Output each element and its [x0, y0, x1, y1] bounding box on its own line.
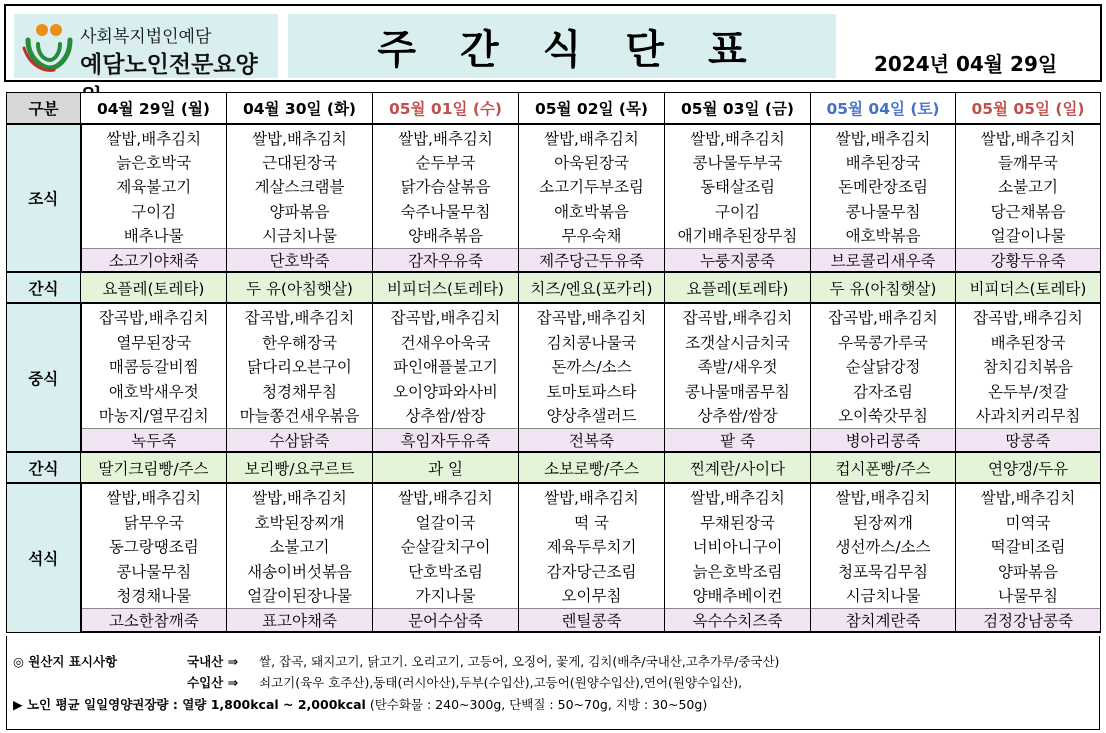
dish-item: 쌀밥,배추김치	[398, 489, 493, 508]
dish-item: 쌀밥,배추김치	[980, 489, 1076, 508]
dish-item: 쌀밥,배추김치	[835, 489, 931, 508]
afternoon-snack-label: 간식	[7, 452, 81, 483]
dish-item: 오이양파와사비	[393, 382, 498, 401]
footer-notes	[6, 636, 1100, 730]
dish-item: 애호박볶음	[554, 202, 629, 221]
snack-cell: 컵시폰빵/주스	[811, 452, 956, 483]
dish-item: 게살스크램블	[254, 178, 345, 197]
dish-item: 소불고기	[269, 538, 330, 557]
dish-item: 닭다리오븐구이	[247, 358, 352, 377]
dish-item: 닭무우국	[123, 513, 184, 532]
porridge-cell: 감자우유죽	[373, 249, 519, 273]
dish-item: 제육불고기	[116, 178, 192, 197]
dinner-cell	[227, 483, 373, 608]
org-name: 사회복지법인예담	[80, 27, 212, 47]
porridge-cell: 녹두죽	[81, 429, 227, 453]
dish-item: 무우숙채	[561, 227, 622, 246]
dish-item: 조갯살시금치국	[685, 333, 790, 352]
dish-item: 한우해장국	[262, 333, 337, 352]
dish-item: 잡곡밥,배추김치	[244, 309, 355, 328]
lunch-cell	[665, 303, 811, 428]
lunch-porridge-row	[7, 429, 1101, 453]
page-title: 주간식단표	[377, 26, 791, 73]
lunch-cell	[811, 303, 956, 428]
breakfast-label: 조식	[7, 124, 81, 273]
dish-item: 상추쌈/쌈장	[697, 407, 778, 426]
dish-item: 새송이버섯볶음	[247, 562, 352, 581]
dish-item: 돈메란장조림	[838, 178, 928, 197]
logo-icon	[20, 18, 76, 74]
facility-name: 예담노인전문요양	[80, 52, 258, 78]
dish-item: 매콤등갈비찜	[108, 358, 199, 377]
lunch-cell	[81, 303, 227, 428]
dinner-cell	[665, 483, 811, 608]
breakfast-porridge-row	[7, 249, 1101, 273]
dish-item: 잡곡밥,배추김치	[98, 309, 209, 328]
dish-item: 양배추볶음	[408, 227, 483, 246]
dish-item: 구이김	[715, 202, 760, 221]
snack-cell: 요플레(토레타)	[665, 272, 811, 303]
dish-item: 늙은호박국	[116, 153, 192, 172]
dish-item: 시금치나물	[262, 227, 337, 246]
snack-cell: 딸기크림빵/주스	[81, 452, 227, 483]
dish-item: 순두부국	[415, 153, 476, 172]
title-box	[288, 14, 836, 78]
porridge-cell: 수삼닭죽	[227, 429, 373, 453]
dish-item: 호박된장찌개	[254, 513, 345, 532]
dish-item: 쌀밥,배추김치	[252, 489, 347, 508]
dish-item: 열무된장국	[116, 333, 192, 352]
dish-item: 제육두루치기	[546, 538, 637, 557]
snack-cell: 두 유(아침햇살)	[227, 272, 373, 303]
dish-item: 순살닭강정	[845, 358, 921, 377]
dish-item: 양배추베이컨	[692, 586, 783, 605]
morning-snack-label: 간식	[7, 272, 81, 303]
lunch-label: 중식	[7, 303, 81, 452]
dinner-row	[7, 483, 1101, 608]
dinner-cell	[956, 483, 1101, 608]
lunch-cell	[373, 303, 519, 428]
dish-item: 양파볶음	[998, 562, 1058, 581]
dish-item: 김치콩나물국	[546, 333, 637, 352]
porridge-cell: 단호박죽	[227, 249, 373, 273]
day-header: 05월 01일 (수)	[373, 93, 519, 124]
dish-item: 사과치커리무침	[975, 407, 1081, 426]
dish-item: 애호박새우젓	[108, 382, 199, 401]
dish-item: 당근채볶음	[990, 202, 1066, 221]
dish-item: 쌀밥,배추김치	[690, 129, 785, 148]
dish-item: 쌀밥,배추김치	[106, 129, 202, 148]
dish-item: 숙주나물무침	[400, 202, 491, 221]
porridge-cell: 땅콩죽	[956, 429, 1101, 453]
snack-cell: 소보로빵/주스	[519, 452, 665, 483]
dish-item: 잡곡밥,배추김치	[536, 309, 647, 328]
porridge-cell: 강황두유죽	[956, 249, 1101, 273]
dish-item: 잡곡밥,배추김치	[828, 309, 938, 328]
dish-item: 미역국	[1005, 513, 1051, 532]
dish-item: 배추나물	[123, 227, 184, 246]
porridge-cell: 옥수수치즈죽	[665, 609, 811, 633]
dish-item: 애기배추된장무침	[677, 227, 798, 246]
nutrition-rest: (탄수화물 : 240~300g, 단백질 : 50~70g, 지방 : 30~50g)	[369, 697, 708, 712]
dish-item: 구이김	[131, 202, 177, 221]
dish-item: 파인애플불고기	[393, 358, 498, 377]
porridge-cell: 누룽지콩죽	[665, 249, 811, 273]
weekly-menu-table	[6, 92, 1101, 633]
porridge-cell: 팥 죽	[665, 429, 811, 453]
dinner-porridge-row	[7, 609, 1101, 633]
import-label: 수입산 ⇒	[187, 675, 239, 690]
dish-item: 마늘쫑건새우볶음	[239, 407, 360, 426]
dish-item: 감자당근조림	[546, 562, 637, 581]
dish-item: 무채된장국	[700, 513, 775, 532]
dish-item: 근대된장국	[262, 153, 337, 172]
dish-item: 온두부/젓갈	[987, 382, 1069, 401]
dish-item: 떡 국	[574, 513, 609, 532]
porridge-cell: 소고기야채죽	[81, 249, 227, 273]
dish-item: 건새우아욱국	[400, 333, 491, 352]
dish-item: 콩나물두부국	[692, 153, 783, 172]
dish-item: 들깨무국	[998, 153, 1058, 172]
header	[4, 4, 1102, 82]
dish-item: 쌀밥,배추김치	[252, 129, 347, 148]
day-header: 05월 04일 (토)	[811, 93, 956, 124]
dish-item: 쌀밥,배추김치	[544, 129, 639, 148]
snack-cell: 보리빵/요쿠르트	[227, 452, 373, 483]
breakfast-cell	[519, 124, 665, 249]
dish-item: 동태살조림	[700, 178, 775, 197]
dish-item: 족발/새우젓	[697, 358, 778, 377]
dish-item: 오이쑥갓무침	[838, 407, 928, 426]
dish-item: 애호박볶음	[845, 227, 921, 246]
day-header: 05월 03일 (금)	[665, 93, 811, 124]
dish-item: 소고기두부조림	[539, 178, 644, 197]
dish-item: 소불고기	[998, 178, 1058, 197]
dish-item: 가지나물	[415, 586, 476, 605]
dish-item: 콩나물매콤무침	[685, 382, 790, 401]
dish-item: 얼갈이나물	[990, 227, 1066, 246]
porridge-cell: 검정강남콩죽	[956, 609, 1101, 633]
porridge-cell: 제주당근두유죽	[519, 249, 665, 273]
day-header: 05월 05일 (일)	[956, 93, 1101, 124]
dish-item: 순살갈치구이	[400, 538, 491, 557]
dish-item: 닭가슴살볶음	[400, 178, 491, 197]
dish-item: 감자조림	[853, 382, 913, 401]
breakfast-cell	[665, 124, 811, 249]
breakfast-row	[7, 124, 1101, 249]
dish-item: 참치김치볶음	[983, 358, 1073, 377]
menu-date: 2024년 04월 29일	[874, 52, 1058, 76]
porridge-cell: 병아리콩죽	[811, 429, 956, 453]
breakfast-cell	[373, 124, 519, 249]
dish-item: 잡곡밥,배추김치	[390, 309, 501, 328]
lunch-cell	[227, 303, 373, 428]
dish-item: 토마토파스타	[546, 382, 637, 401]
snack-cell: 비피더스(토레타)	[373, 272, 519, 303]
dish-item: 나물무침	[998, 586, 1058, 605]
dish-item: 양상추샐러드	[546, 407, 637, 426]
snack-cell: 치즈/엔요(포카리)	[519, 272, 665, 303]
porridge-cell: 전복죽	[519, 429, 665, 453]
dish-item: 쌀밥,배추김치	[690, 489, 785, 508]
snack-cell: 연양갱/두유	[956, 452, 1101, 483]
dish-item: 너비아니구이	[692, 538, 783, 557]
breakfast-cell	[811, 124, 956, 249]
dish-item: 잡곡밥,배추김치	[973, 309, 1083, 328]
nutrition-line	[13, 695, 707, 713]
dinner-cell	[81, 483, 227, 608]
dinner-cell	[519, 483, 665, 608]
dish-item: 쌀밥,배추김치	[835, 129, 931, 148]
import-text: 쇠고기(육우 호주산),동태(러시아산),두부(수입산),고등어(원양수입산),연어(원양수입산),	[259, 675, 743, 690]
snack-cell: 찐계란/사이다	[665, 452, 811, 483]
breakfast-cell	[227, 124, 373, 249]
dish-item: 청경채나물	[116, 586, 192, 605]
dish-item: 늙은호박조림	[692, 562, 783, 581]
snack-cell: 비피더스(토레타)	[956, 272, 1101, 303]
dish-item: 아욱된장국	[554, 153, 629, 172]
dish-item: 시금치나물	[845, 586, 921, 605]
logo-box	[14, 14, 278, 78]
domestic-text: 쌀, 잡곡, 돼지고기, 닭고기. 오리고기, 고등어, 오징어, 꽃게, 김치(배추/국내산,고추가루/중국산)	[259, 654, 780, 669]
nutrition-bold: ▶ 노인 평균 일일영양권장량 : 열량 1,800kcal ~ 2,000kcal	[13, 697, 366, 712]
dish-item: 얼갈이국	[415, 513, 476, 532]
day-header: 05월 02일 (목)	[519, 93, 665, 124]
dish-item: 동그랑땡조림	[108, 538, 199, 557]
dish-item: 우묵콩가루국	[838, 333, 928, 352]
porridge-cell: 브로콜리새우죽	[811, 249, 956, 273]
corner-label: 구분	[7, 93, 81, 124]
lunch-cell	[956, 303, 1101, 428]
porridge-cell: 고소한참깨죽	[81, 609, 227, 633]
dish-item: 오이무침	[561, 586, 622, 605]
dish-item: 청포묵김무침	[838, 562, 928, 581]
dish-item: 양파볶음	[269, 202, 330, 221]
breakfast-cell	[956, 124, 1101, 249]
dish-item: 쌀밥,배추김치	[544, 489, 639, 508]
dish-item: 얼갈이된장나물	[247, 586, 352, 605]
dish-item: 잡곡밥,배추김치	[682, 309, 793, 328]
dish-item: 생선까스/소스	[835, 538, 931, 557]
porridge-cell: 표고야채죽	[227, 609, 373, 633]
dish-item: 쌀밥,배추김치	[106, 489, 202, 508]
dish-item: 떡갈비조림	[990, 538, 1066, 557]
origin-title: ◎ 원산지 표시사항	[13, 654, 118, 669]
porridge-cell: 문어수삼죽	[373, 609, 519, 633]
dish-item: 청경채무침	[262, 382, 337, 401]
morning-snack-row	[7, 272, 1101, 303]
dish-item: 쌀밥,배추김치	[398, 129, 493, 148]
lunch-cell	[519, 303, 665, 428]
domestic-label: 국내산 ⇒	[187, 654, 239, 669]
day-header: 04월 29일 (월)	[81, 93, 227, 124]
lunch-row	[7, 303, 1101, 428]
dish-item: 된장찌개	[853, 513, 913, 532]
dish-item: 돈까스/소스	[551, 358, 632, 377]
porridge-cell: 흑임자두유죽	[373, 429, 519, 453]
breakfast-cell	[81, 124, 227, 249]
snack-cell: 과 일	[373, 452, 519, 483]
dish-item: 단호박조림	[408, 562, 483, 581]
afternoon-snack-row	[7, 452, 1101, 483]
dish-item: 마농지/열무김치	[98, 407, 209, 426]
dish-item: 상추쌈/쌈장	[405, 407, 486, 426]
porridge-cell: 렌틸콩죽	[519, 609, 665, 633]
snack-cell: 요플레(토레타)	[81, 272, 227, 303]
dish-item: 콩나물무침	[116, 562, 192, 581]
day-header-row	[7, 93, 1101, 124]
dinner-cell	[811, 483, 956, 608]
dinner-label: 석식	[7, 483, 81, 632]
dish-item: 쌀밥,배추김치	[980, 129, 1076, 148]
dinner-cell	[373, 483, 519, 608]
day-header: 04월 30일 (화)	[227, 93, 373, 124]
porridge-cell: 참치계란죽	[811, 609, 956, 633]
dish-item: 배추된장국	[990, 333, 1066, 352]
dish-item: 배추된장국	[845, 153, 921, 172]
snack-cell: 두 유(아침햇살)	[811, 272, 956, 303]
dish-item: 콩나물무침	[845, 202, 921, 221]
